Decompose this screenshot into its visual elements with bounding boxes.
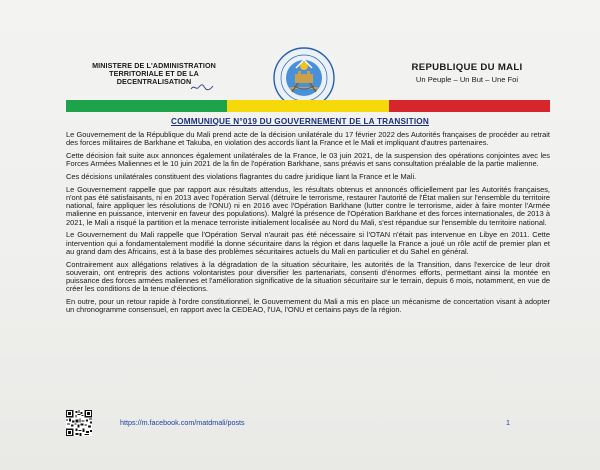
flag-stripe-green (66, 100, 227, 112)
page-number: 1 (506, 418, 510, 427)
signature-mark (190, 82, 214, 92)
footer (66, 410, 550, 438)
republic-header (382, 62, 552, 84)
communique-body (66, 131, 550, 319)
facebook-link[interactable]: https://m.facebook.com/matdmali/posts (120, 418, 245, 427)
paragraph: Ces décisions unilatérales constituent des violations flagrantes du cadre juridique liant la France et le Mali. (66, 172, 417, 181)
paragraph: Le Gouvernement de la République du Mali prend acte de la décision unilatérale du 17 février 2022 des Autorités françaises de procéder au retrait des forces militaires de Barkhane et Takuba, en violation des accords liant la France et le Mali et impliquant d'autres partenaires. (66, 130, 550, 148)
paragraph: Contrairement aux allégations relatives à la dégradation de la situation sécuritaire, les autorités de la Transition, dans l'exercice de leur droit souverain, ont entrepris des actions volontaristes pour diversifier les partenariats, consenti d'énormes efforts, permettant ainsi la montée en puissance des forces armées maliennes et l'amélioration significative de la situation sécuritaire sur le terrain, depuis 6 mois, notamment, en vue de créer les conditions de la tenue d'élections. (66, 259, 550, 294)
ministry-line-1: MINISTERE DE L'ADMINISTRATION (92, 61, 216, 70)
ministry-line-2: TERRITORIALE ET DE LA (109, 69, 199, 79)
flag-stripe-yellow (227, 100, 388, 112)
flag-band (66, 100, 550, 112)
paragraph: Le Gouvernement rappelle que par rapport aux résultats attendus, les résultats obtenus et annoncés officiellement par les Autorités françaises, n'ont pas été satisfaisants, ni en 2013 avec l'opération Serval (détruire le terrorisme, restaurer l'autorité de l'État malien sur l'ensemble du territoire national, faire appliquer les résolutions de l'ONU) ni en 2016 avec l'Opération Barkhane (lutter contre le terrorisme, aider à faire monter l'Armée malienne en puissance, intervenir en faveur des populations). Malgré la présence de l'Opération Barkhane et des forces internationales, de 2013 à 2021, le Mali a risqué la partition et la menace terroriste initialement localisée au Nord du Mali, s'est répandue sur l'ensemble du territoire national. (66, 184, 550, 227)
paragraph: En outre, pour un retour rapide à l'ordre constitutionnel, le Gouvernement du Mali a mis en place un mécanisme de concertation visant à adopter un chronogramme consensuel, en rapport avec la CEDEAO, l'UA, l'ONU et certains pays de la région. (66, 297, 550, 315)
paragraph: Cette décision fait suite aux annonces également unilatérales de la France, le 03 juin 2021, de la suspension des opérations conjointes avec les Forces Armées Maliennes et le 10 juin 2021 de la fin de l'opération Barkhane, sans préavis et sans consultation préalable de la partie malienne. (66, 151, 550, 169)
paragraph: Le Gouvernement du Mali rappelle que l'Opération Serval n'aurait pas été nécessaire si l'OTAN n'était pas intervenue en Libye en 2011. Cette intervention qui a fondamentalement modifié la donne sécuritaire dans la région et dans laquelle la France a joué un rôle actif de premier plan et au grand dam des Africains, est à la base des problèmes sécuritaires actuels du Mali en particulier et du Sahel en général. (66, 230, 550, 256)
qr-code-icon[interactable] (66, 410, 92, 436)
national-motto: Un Peuple – Un But – Une Foi (415, 75, 519, 84)
ministry-line-3: DECENTRALISATION (116, 77, 192, 87)
communique-title: COMMUNIQUE N°019 DU GOUVERNEMENT DE LA TRANSITION (171, 117, 429, 126)
flag-stripe-red (389, 100, 550, 112)
country-name: REPUBLIQUE DU MALI (411, 62, 523, 73)
